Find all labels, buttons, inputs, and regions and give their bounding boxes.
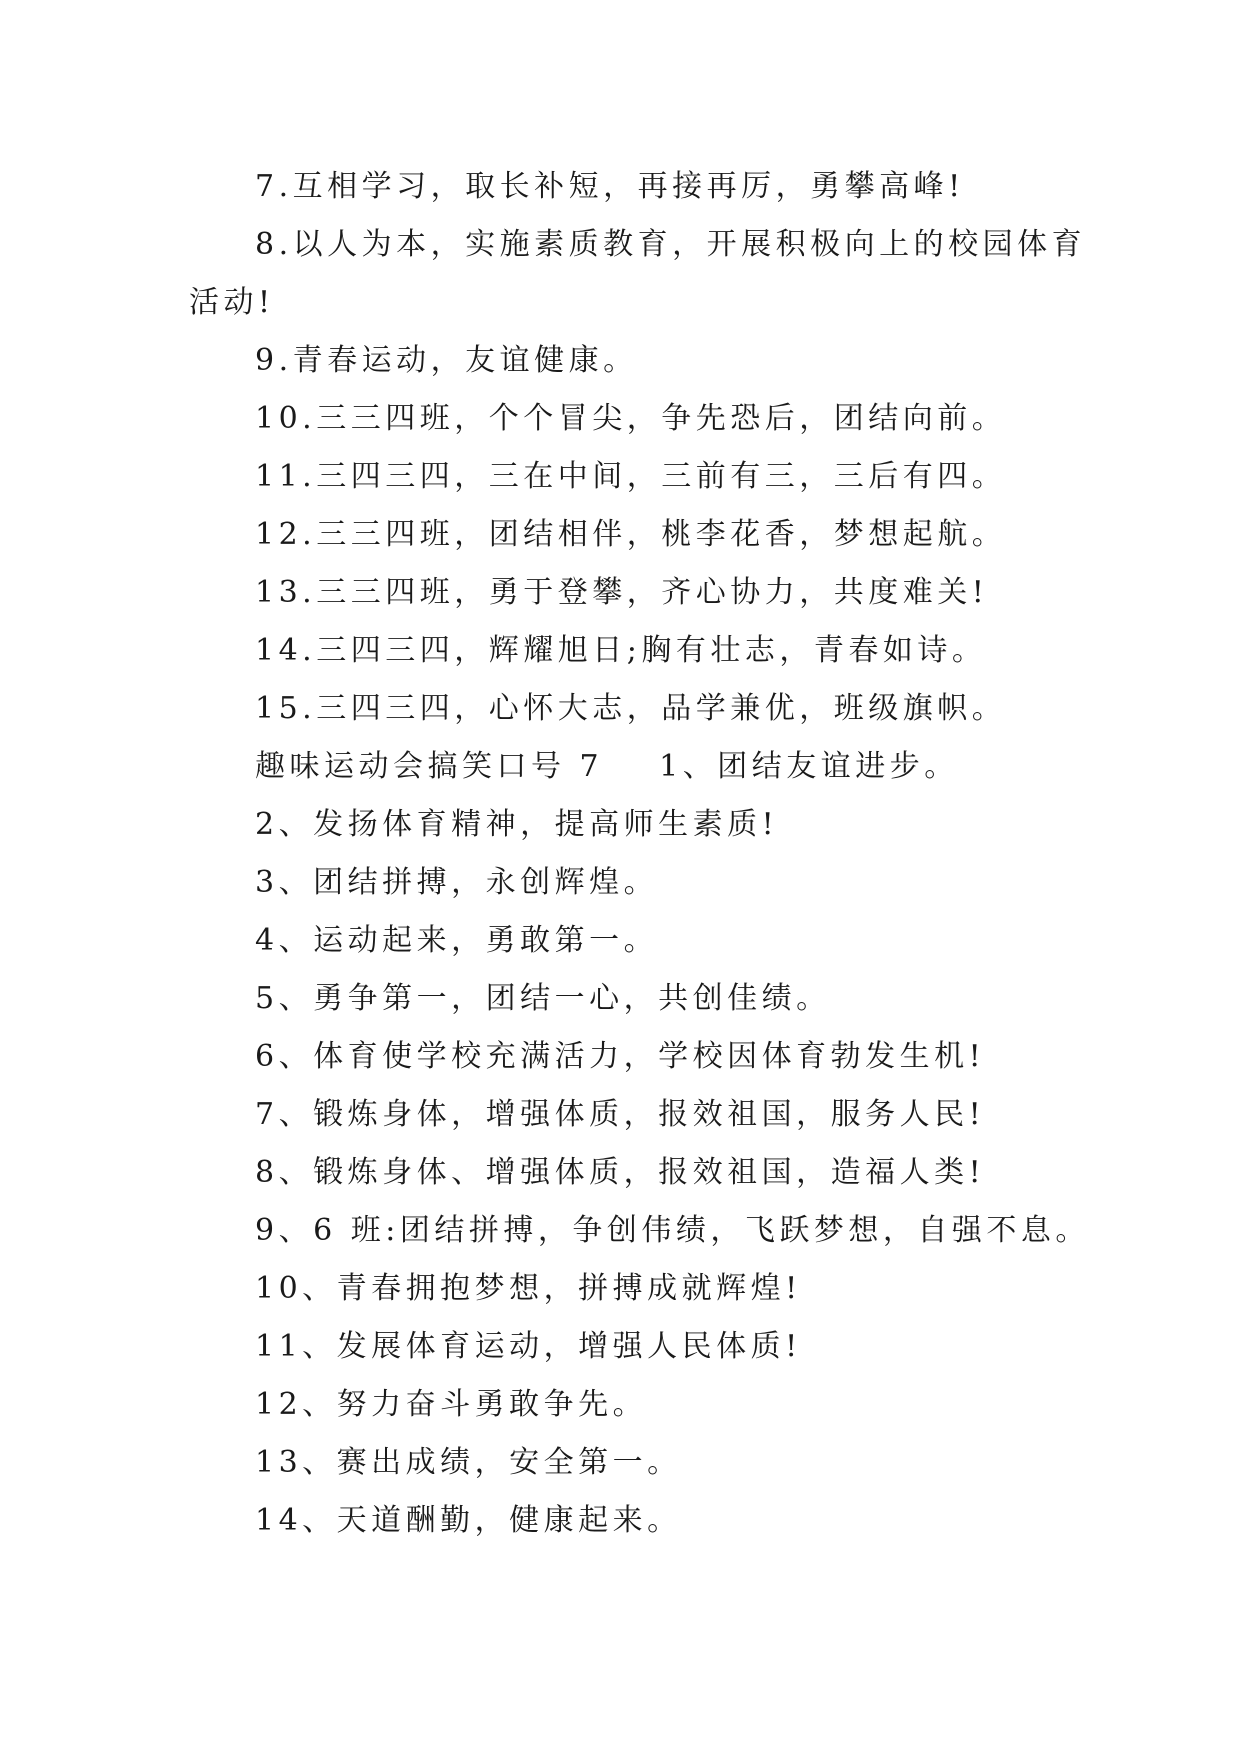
text-line: 7.互相学习，取长补短，再接再厉，勇攀高峰! (255, 169, 965, 204)
text-line: 10.三三四班，个个冒尖，争先恐后，团结向前。 (255, 401, 1007, 436)
text-line: 11.三四三四，三在中间，三前有三，三后有四。 (255, 459, 1007, 494)
list-item: 13、赛出成绩，安全第一。 (255, 1445, 682, 1480)
list-item: 8、锻炼身体、增强体质，报效祖国，造福人类! (255, 1155, 986, 1190)
section-first-item: 1、团结友谊进步。 (659, 749, 959, 784)
list-item: 3、团结拼搏，永创辉煌。 (255, 865, 659, 900)
list-item: 14、天道酬勤，健康起来。 (255, 1503, 682, 1538)
list-item: 5、勇争第一，团结一心，共创佳绩。 (255, 981, 831, 1016)
list-item: 7、锻炼身体，增强体质，报效祖国，服务人民! (255, 1097, 986, 1132)
text-line: 12.三三四班，团结相伴，桃李花香，梦想起航。 (255, 517, 1007, 552)
document-body (189, 158, 1090, 1550)
text-line: 活动! (189, 285, 275, 320)
section-heading-line (189, 738, 1061, 796)
text-line: 15.三四三四，心怀大志，品学兼优，班级旗帜。 (255, 691, 1007, 726)
text-line: 9.青春运动，友谊健康。 (255, 343, 638, 378)
text-line: 14.三四三四，辉耀旭日;胸有壮志，青春如诗。 (255, 633, 987, 668)
list-item: 12、努力奋斗勇敢争先。 (255, 1387, 648, 1422)
section-heading: 趣味运动会搞笑口号 7 (255, 749, 604, 784)
list-item: 9、6 班:团结拼搏，争创伟绩，飞跃梦想，自强不息。 (255, 1213, 1090, 1248)
list-item: 2、发扬体育精神，提高师生素质! (255, 807, 779, 842)
list-item: 4、运动起来，勇敢第一。 (255, 923, 659, 958)
text-line: 13.三三四班，勇于登攀，齐心协力，共度难关! (255, 575, 989, 610)
list-item: 11、发展体育运动，增强人民体质! (255, 1329, 802, 1364)
text-line: 8.以人为本，实施素质教育，开展积极向上的校园体育 (255, 227, 1087, 262)
list-item: 6、体育使学校充满活力，学校因体育勃发生机! (255, 1039, 986, 1074)
list-item: 10、青春拥抱梦想，拼搏成就辉煌! (255, 1271, 802, 1306)
